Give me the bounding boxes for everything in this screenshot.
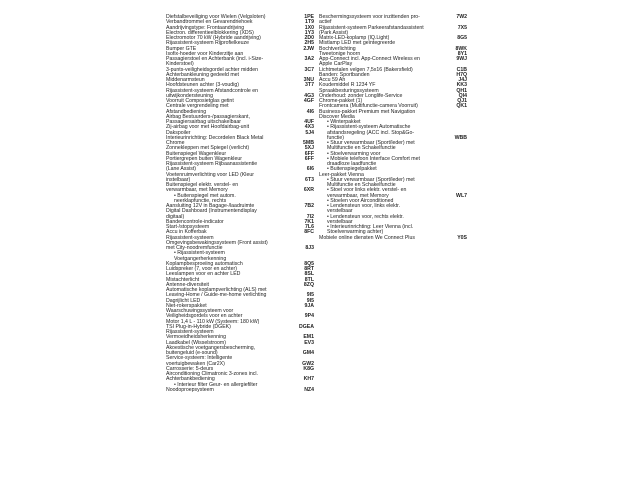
equipment-description: Rijassistent-systeem Rijprofielkeuze [166, 40, 250, 47]
equipment-description: Achterbankleuning gedeeld met [166, 71, 239, 78]
equipment-description: Electron. differentieelblokkering (XDS) [166, 29, 254, 36]
equipment-code: 7X5 [457, 24, 467, 31]
right-column [319, 15, 467, 241]
equipment-code: QK1 [456, 103, 467, 110]
equipment-description: Koudemiddel R 1234 YF [319, 82, 376, 89]
equipment-description: Mistachterlicht [166, 276, 200, 283]
equipment-description: uitwijkondersteuning [166, 92, 214, 99]
equipment-description: Achterbankbediening [166, 376, 215, 383]
equipment-description: Noodoproepsysteem [166, 386, 214, 393]
equipment-code: 4X3 [304, 124, 314, 131]
equipment-description: Voorruit Composietglas getint [166, 98, 234, 104]
equipment-description: Mistlamp LED met geïntegreerde [319, 40, 396, 47]
equipment-description: Voetgangerherkenning [174, 255, 227, 262]
equipment-description: Aandrijvingstype: Frontaandrijving [166, 24, 245, 31]
equipment-code: 1T9 [305, 19, 314, 26]
equipment-description: 3-punts-veiligheidsgordel achter midden [166, 66, 258, 73]
equipment-code: 7W2 [456, 14, 467, 20]
equipment-code: 3NU [303, 77, 314, 83]
equipment-description: Motor 1,4 L - 110 kW (Systeem: 180 kW) [166, 318, 260, 325]
equipment-code: 6T3 [305, 176, 314, 183]
left-column [166, 15, 314, 393]
equipment-code: C1B [456, 66, 467, 73]
equipment-description: Rijassistent-systeem [166, 329, 214, 335]
equipment-description: Rijassistent-systeem Parkeerafstandassistent [319, 24, 424, 31]
equipment-description: Niet-rokerspakket [166, 302, 207, 309]
equipment-description: Bumper GTE [166, 45, 197, 52]
equipment-code: 8RT [304, 266, 314, 272]
equipment-description: Antenne-diversiteit [166, 281, 209, 288]
equipment-description: Centrale vergrendeling met [166, 103, 229, 110]
equipment-description: Koplampbesproeiing automatisch [166, 260, 243, 267]
equipment-description: Isofix-hoeder voor Kinderzitje aan [166, 50, 244, 57]
equipment-code: 4UF [304, 119, 314, 125]
equipment-description: Airconditioning Climatronic 3-zones incl. [166, 371, 258, 377]
equipment-description: Service-systeem: Intelligente [166, 355, 233, 362]
equipment-code: DGEA [299, 323, 314, 330]
equipment-description: Tweetonige hoorn [319, 50, 361, 57]
equipment-code: 2H5 [304, 40, 314, 47]
equipment-description: Automatische koplampverlichting (ALS) met [166, 287, 267, 293]
equipment-description: Aansluiting 12V in Bagage-/laadruimte [166, 203, 255, 209]
equipment-description: Buitenspiegel elektr. verstel- en [166, 182, 239, 188]
equipment-code: 7L6 [305, 224, 314, 230]
equipment-description: Chrome [166, 140, 185, 146]
equipment-code: 3T7 [305, 82, 314, 89]
equipment-code: 7I2 [306, 213, 314, 220]
equipment-code: WBB [454, 134, 467, 141]
equipment-description: • Mobiele telefoon Interface Comfort met [327, 155, 420, 162]
equipment-description: afstandsregeling (ACC incl. Stop&Go- [327, 129, 415, 136]
equipment-code: QJ1 [457, 98, 467, 104]
equipment-description: Rijassistent-systeem Rijbaanassistentie [166, 161, 258, 167]
equipment-code: 6I6 [306, 166, 314, 173]
equipment-description: Zonnekleppen met Spiegel (verlicht) [166, 145, 250, 152]
equipment-code: 9JA [304, 302, 314, 309]
equipment-code: KK3 [456, 82, 467, 89]
equipment-description: Rijassistent-systeem Afstandcontrole en [166, 87, 258, 94]
equipment-description: • Stoelen voor Airconditioned [327, 197, 394, 204]
equipment-description: Dakspoiler [166, 129, 191, 136]
equipment-description: • Buitenspiegel met autom. [174, 192, 236, 199]
equipment-description: App-Connect incl. App-Connect Wireless en [319, 56, 420, 62]
equipment-code: 9I5 [306, 292, 314, 299]
equipment-description: Beschermingssysteem voor inzittenden pro- [319, 14, 420, 20]
equipment-description: Zij-airbag voor met Hoofdairbag-unit [166, 124, 250, 131]
equipment-description: • Rijassistent-systeem Automatische [327, 124, 411, 131]
equipment-description: Voetenruimverlichting voor LED (Kleur [166, 171, 254, 178]
equipment-description: Leaving-Home / Guide-me-home verlichting [166, 292, 267, 299]
equipment-description: Chrome-pakket (1) [319, 98, 363, 104]
equipment-description: Afstandbediening [166, 108, 207, 115]
equipment-description: verstelbaar [327, 218, 353, 225]
equipment-description: Veiligheidsgordels voor en achter [166, 313, 243, 320]
equipment-code: H7Q [456, 71, 467, 78]
equipment-code: 7K1 [304, 218, 314, 225]
equipment-description: Frontcamera (Multifunctie-camera Voorruit) [319, 103, 418, 110]
equipment-description: verstelbaar [327, 208, 353, 215]
equipment-code: 1X0 [304, 24, 314, 31]
equipment-code: K8G [303, 365, 314, 372]
equipment-description: Bochtverlichting [319, 45, 356, 52]
equipment-code: 8FC [304, 229, 314, 236]
equipment-description: • Rijassistent-systeem [174, 250, 225, 257]
equipment-description: Business-pakket Premium met Navigation [319, 108, 416, 115]
equipment-code: 8G5 [457, 35, 467, 41]
equipment-description: Start-/stopsysteem [166, 224, 210, 230]
equipment-code: 1PE [304, 14, 314, 20]
equipment-code: 4I6 [306, 108, 314, 115]
equipment-code: Y0S [457, 234, 467, 241]
equipment-description: Lichtmetalen velgen 7,5x16 (Bakersfield) [319, 66, 413, 73]
equipment-description: Middenarmsteun [166, 77, 205, 83]
equipment-code: 7B2 [304, 203, 314, 209]
equipment-description: Banden: Sportbanden [319, 71, 370, 78]
equipment-code: 9I5 [306, 297, 314, 304]
equipment-code: KH7 [303, 376, 314, 383]
equipment-description: Portiergrepen buiten Wagenkleur [166, 155, 242, 162]
equipment-code: 8Y1 [457, 50, 467, 57]
equipment-code: 5J4 [305, 129, 314, 136]
equipment-description: Multifunctie en Schakelfunctie [327, 145, 396, 152]
equipment-code: 3A2 [304, 56, 314, 62]
equipment-description: Apple CarPlay [319, 61, 353, 68]
equipment-description: Leeslampen voor en achter LED [166, 271, 241, 278]
equipment-code: 6FF [304, 155, 314, 162]
equipment-description: Electromotor 70 kW (Hybride aandrijving) [166, 35, 261, 41]
equipment-description: • Buitenspiegelpakket [327, 166, 377, 173]
equipment-description: Omgevingsbewakingssysteem (Front assist) [166, 239, 268, 246]
equipment-code: QI4 [458, 92, 467, 99]
equipment-description: Airbag Bestuurders-/passagierskant, [166, 113, 250, 120]
equipment-description: Spraakbesturingssysteem [319, 87, 379, 94]
equipment-code: EM1 [303, 334, 314, 341]
equipment-code: EV3 [304, 339, 314, 346]
equipment-code: 8Q5 [304, 260, 314, 267]
equipment-description: Accu in Kofferbak [166, 229, 207, 236]
equipment-description: • Winterpakket [327, 119, 361, 125]
equipment-description: • Lendensteun voor, links elektr. [327, 203, 401, 209]
equipment-description: Laadkabel (Wisselstroom) [166, 339, 226, 346]
equipment-description: neerklapfunctie, rechts [174, 197, 227, 204]
equipment-code: GW2 [302, 360, 314, 367]
equipment-description: Leer-pakket Vienna [319, 171, 364, 178]
equipment-code: J4J [458, 77, 467, 83]
equipment-description: • Interieurinrichting: Leer Vienna (incl. [327, 224, 414, 230]
equipment-code: 5MB [303, 140, 314, 146]
equipment-description: actief [319, 19, 332, 26]
equipment-code: 8TL [304, 276, 314, 283]
equipment-description: digitaal) [166, 213, 185, 220]
equipment-description: buitengeluid (e-sound) [166, 350, 218, 356]
equipment-code: GM4 [302, 350, 314, 356]
equipment-code: 3C7 [304, 66, 314, 73]
equipment-code: 6XR [303, 187, 314, 194]
equipment-description: • Stuur verwarmbaar (Sport/leder) met [327, 140, 415, 146]
equipment-code: 2D0 [304, 35, 314, 41]
equipment-description: Matrix-LED-koplamp (IQ.Light) [319, 35, 390, 41]
equipment-code: 8SL [304, 271, 314, 278]
equipment-code: 4GF [303, 98, 314, 104]
equipment-description: Mobiele online diensten We Connect Plus [319, 234, 415, 241]
equipment-code: 8J3 [305, 245, 314, 251]
equipment-row [319, 236, 467, 241]
equipment-description: Hoofdsteunen achter (3-voudig) [166, 82, 239, 89]
equipment-description: Buitenspiegel Wagenkleur [166, 150, 227, 157]
equipment-description: Luidspreker (7, voor en achter) [166, 266, 237, 272]
equipment-code: 5XJ [304, 145, 314, 152]
equipment-description: Interieurinrichting: Decordelen Black Metal [166, 134, 264, 141]
equipment-description: (Park Assist) [319, 29, 349, 36]
equipment-description: met City-noodremfunctie [166, 245, 223, 251]
equipment-description: Diefstalbeveiliging voor Wielen (Velgsloten) [166, 14, 266, 20]
equipment-description: Digital Dashboard (Instrumentendisplay [166, 208, 257, 215]
equipment-description: • Lendensteun voor, rechts elektr. [327, 213, 404, 220]
equipment-description: Multifunctie en Schakelfunctie [327, 182, 396, 188]
equipment-description: Bandencontrole-indicator [166, 218, 224, 225]
equipment-description: • Stoel voor links elektr. verstel- en [327, 187, 407, 194]
equipment-description: • Stoelverwarming voor [327, 150, 381, 157]
equipment-code: 1Y3 [304, 29, 314, 36]
equipment-description: • Stuur verwarmbaar (Sport/leder) met [327, 176, 415, 183]
equipment-description: Carrosserie: 5-deurs [166, 365, 214, 372]
equipment-description: Rijassistent-systeem [166, 234, 214, 241]
equipment-description: Dagrijlicht LED [166, 297, 201, 304]
equipment-description: Vermoeidheidsherkenning [166, 334, 226, 341]
equipment-description: TSI Plug-in-Hybride (DGEK) [166, 323, 231, 330]
equipment-description: functie) [327, 134, 345, 141]
equipment-description: Waarschuwingssysteem voor [166, 308, 234, 314]
equipment-code: 9WJ [456, 56, 467, 62]
equipment-row [166, 388, 314, 393]
equipment-description: Passagierstoel en Achterbank (incl. i-Size- [166, 56, 264, 62]
equipment-description: • Interieur filter Geur- en allergiefilter [174, 381, 258, 388]
equipment-description: instelbaar) [166, 176, 191, 183]
equipment-code: 8WK [455, 45, 467, 52]
equipment-description: Onderhoud: zonder Longlife-Service [319, 92, 403, 99]
equipment-description: Akoestische voetgangersbescherming, [166, 344, 256, 351]
equipment-description: voertuigbewaken (Car2X) [166, 360, 225, 367]
equipment-code: 6FF [304, 150, 314, 157]
equipment-description: verwarmbaar, met Memory [327, 192, 389, 199]
equipment-description: verwarmbaar, met Memory [166, 187, 228, 194]
equipment-code: 2JW [303, 45, 314, 52]
equipment-code: NZ4 [304, 386, 314, 393]
equipment-description: Discover Media [319, 113, 355, 120]
equipment-code: 4G3 [304, 92, 314, 99]
equipment-description: (Lane Assist) [166, 166, 196, 173]
equipment-description: Kinderstoel) [166, 61, 194, 68]
equipment-code: WL7 [456, 192, 467, 199]
equipment-description: Passagiersairbag uitschakelbaar [166, 119, 241, 125]
equipment-code: 9P4 [304, 313, 314, 320]
equipment-description: Accu 59 Ah [319, 77, 346, 83]
equipment-description: draadloze laadfunctie [327, 161, 377, 167]
equipment-description: Stoelverwarming achter) [327, 229, 384, 236]
equipment-code: 8ZQ [303, 281, 314, 288]
equipment-description: Verbandtrommel en Gevarendriehoek [166, 19, 253, 26]
equipment-code: QH1 [456, 87, 467, 94]
